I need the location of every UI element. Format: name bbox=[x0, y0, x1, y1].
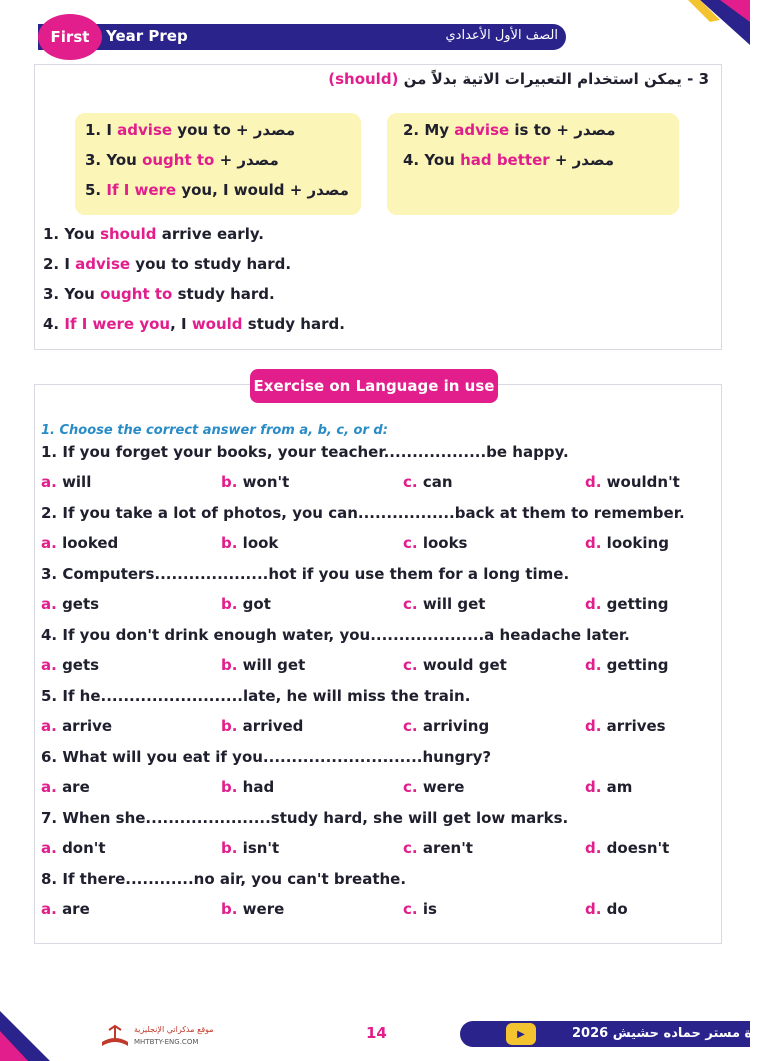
option-text: were bbox=[242, 900, 285, 918]
answer-option[interactable] bbox=[41, 778, 90, 796]
answer-option[interactable] bbox=[221, 839, 279, 857]
option-letter: b. bbox=[221, 595, 238, 613]
question-text: 3. Computers....................hot if you use them for a long time. bbox=[41, 565, 570, 583]
option-text: looked bbox=[62, 534, 119, 552]
question-text: 7. When she......................study hard, she will get low marks. bbox=[41, 809, 569, 827]
option-text: getting bbox=[606, 595, 669, 613]
option-text: are bbox=[62, 900, 90, 918]
option-letter: c. bbox=[403, 534, 418, 552]
alternative-item: 5. If I were you, I would + مصدر bbox=[85, 181, 349, 199]
option-text: will get bbox=[242, 656, 306, 674]
section-title bbox=[328, 70, 709, 88]
youtube-icon: ▶ bbox=[506, 1023, 536, 1045]
exercise-banner: Exercise on Language in use bbox=[250, 369, 498, 403]
answer-option[interactable] bbox=[41, 717, 112, 735]
answer-option[interactable] bbox=[403, 839, 473, 857]
answer-option[interactable] bbox=[585, 534, 669, 552]
answer-option[interactable] bbox=[221, 534, 278, 552]
alternative-item: 2. My advise is to + مصدر bbox=[403, 121, 616, 139]
option-text: doesn't bbox=[606, 839, 670, 857]
option-letter: a. bbox=[41, 595, 57, 613]
option-letter: c. bbox=[403, 778, 418, 796]
answer-option[interactable] bbox=[585, 717, 666, 735]
option-text: isn't bbox=[242, 839, 280, 857]
option-text: gets bbox=[62, 595, 100, 613]
option-letter: c. bbox=[403, 595, 418, 613]
answer-option[interactable] bbox=[403, 656, 507, 674]
option-text: can bbox=[422, 473, 453, 491]
option-letter: a. bbox=[41, 717, 57, 735]
grade-badge: First bbox=[38, 14, 102, 60]
option-text: looking bbox=[606, 534, 669, 552]
answer-option[interactable] bbox=[221, 595, 271, 613]
alternative-item: 4. You had better + مصدر bbox=[403, 151, 615, 169]
option-letter: a. bbox=[41, 534, 57, 552]
option-text: will get bbox=[422, 595, 486, 613]
option-text: do bbox=[606, 900, 628, 918]
question-text: 4. If you don't drink enough water, you....................a headache later. bbox=[41, 626, 630, 644]
section-title-should: (should) bbox=[328, 70, 399, 88]
option-letter: b. bbox=[221, 473, 238, 491]
option-letter: c. bbox=[403, 717, 418, 735]
option-text: aren't bbox=[422, 839, 473, 857]
answer-option[interactable] bbox=[403, 534, 467, 552]
option-text: are bbox=[62, 778, 90, 796]
site-name-arabic: موقع مذكراتي الإنجليزية bbox=[134, 1025, 214, 1034]
corner-decoration-bottom-left bbox=[0, 1001, 60, 1061]
option-text: arrived bbox=[242, 717, 304, 735]
option-letter: d. bbox=[585, 717, 602, 735]
alternative-item: 3. You ought to + مصدر bbox=[85, 151, 279, 169]
option-letter: d. bbox=[585, 473, 602, 491]
option-text: will bbox=[62, 473, 92, 491]
example-sentence: 4. If I were you, I would study hard. bbox=[43, 315, 345, 333]
alternatives-box-right-bg bbox=[387, 113, 679, 215]
site-logo-icon bbox=[100, 1024, 130, 1048]
option-letter: b. bbox=[221, 778, 238, 796]
option-text: won't bbox=[242, 473, 290, 491]
option-letter: b. bbox=[221, 534, 238, 552]
option-letter: d. bbox=[585, 839, 602, 857]
option-letter: b. bbox=[221, 717, 238, 735]
option-text: looks bbox=[422, 534, 468, 552]
should-alternatives-section bbox=[34, 64, 722, 350]
option-letter: a. bbox=[41, 656, 57, 674]
answer-option[interactable] bbox=[403, 778, 464, 796]
option-letter: c. bbox=[403, 900, 418, 918]
option-letter: c. bbox=[403, 839, 418, 857]
option-text: arrives bbox=[606, 717, 666, 735]
option-text: wouldn't bbox=[606, 473, 680, 491]
option-text: arrive bbox=[62, 717, 113, 735]
option-text: would get bbox=[422, 656, 507, 674]
answer-option[interactable] bbox=[403, 473, 453, 491]
answer-option[interactable] bbox=[41, 595, 99, 613]
section-title-arabic: 3 - يمكن استخدام التعبيرات الاتية بدلاً من bbox=[403, 70, 709, 88]
page-number: 14 bbox=[366, 1024, 387, 1042]
answer-option[interactable] bbox=[41, 839, 106, 857]
option-text: arriving bbox=[422, 717, 490, 735]
option-text: getting bbox=[606, 656, 669, 674]
option-letter: d. bbox=[585, 534, 602, 552]
option-letter: d. bbox=[585, 900, 602, 918]
answer-option[interactable] bbox=[403, 717, 489, 735]
answer-option[interactable] bbox=[585, 839, 669, 857]
exercise-instruction: 1. Choose the correct answer from a, b, c, or d: bbox=[41, 423, 388, 438]
option-letter: d. bbox=[585, 778, 602, 796]
option-text: gets bbox=[62, 656, 100, 674]
answer-option[interactable] bbox=[403, 595, 485, 613]
header-grade-arabic: الصف الأول الأعدادي bbox=[445, 28, 558, 43]
answer-option[interactable] bbox=[585, 900, 628, 918]
answer-option[interactable] bbox=[221, 717, 303, 735]
answer-option[interactable] bbox=[221, 778, 274, 796]
question-text: 6. What will you eat if you............................hungry? bbox=[41, 748, 492, 766]
option-text: is bbox=[422, 900, 437, 918]
option-letter: a. bbox=[41, 473, 57, 491]
alternatives-box-left-bg bbox=[75, 113, 361, 215]
question-text: 5. If he.........................late, he will miss the train. bbox=[41, 687, 471, 705]
example-sentence: 3. You ought to study hard. bbox=[43, 285, 275, 303]
option-text: don't bbox=[62, 839, 106, 857]
answer-option[interactable] bbox=[585, 595, 668, 613]
option-text: am bbox=[606, 778, 633, 796]
answer-option[interactable] bbox=[585, 656, 668, 674]
option-letter: b. bbox=[221, 839, 238, 857]
option-letter: c. bbox=[403, 473, 418, 491]
answer-option[interactable] bbox=[221, 900, 284, 918]
answer-option[interactable] bbox=[403, 900, 437, 918]
option-text: were bbox=[422, 778, 465, 796]
answer-option[interactable] bbox=[585, 778, 632, 796]
site-url: MHTBTY-ENG.COM bbox=[134, 1038, 199, 1046]
answer-option[interactable] bbox=[221, 473, 289, 491]
option-letter: d. bbox=[585, 656, 602, 674]
option-letter: a. bbox=[41, 839, 57, 857]
question-text: 8. If there............no air, you can't breathe. bbox=[41, 870, 407, 888]
option-text: got bbox=[242, 595, 271, 613]
answer-option[interactable] bbox=[41, 534, 118, 552]
footer-channel-arabic: قناة مستر حماده حشيش 2026 bbox=[572, 1026, 771, 1041]
answer-option[interactable] bbox=[585, 473, 680, 491]
alternative-item: 1. I advise you to + مصدر bbox=[85, 121, 296, 139]
option-letter: d. bbox=[585, 595, 602, 613]
corner-decoration-top-right bbox=[680, 0, 750, 50]
answer-option[interactable] bbox=[221, 656, 305, 674]
option-letter: a. bbox=[41, 778, 57, 796]
answer-option[interactable] bbox=[41, 473, 91, 491]
answer-option[interactable] bbox=[41, 900, 90, 918]
option-letter: b. bbox=[221, 900, 238, 918]
answer-option[interactable] bbox=[41, 656, 99, 674]
option-text: had bbox=[242, 778, 275, 796]
exercise-section bbox=[34, 384, 722, 944]
option-letter: c. bbox=[403, 656, 418, 674]
example-sentence: 1. You should arrive early. bbox=[43, 225, 264, 243]
example-sentence: 2. I advise you to study hard. bbox=[43, 255, 292, 273]
question-text: 1. If you forget your books, your teacher..................be happy. bbox=[41, 443, 569, 461]
option-text: look bbox=[242, 534, 279, 552]
header-year-prep: Year Prep bbox=[106, 27, 188, 45]
option-letter: a. bbox=[41, 900, 57, 918]
option-letter: b. bbox=[221, 656, 238, 674]
question-text: 2. If you take a lot of photos, you can.................back at them to remember. bbox=[41, 504, 685, 522]
